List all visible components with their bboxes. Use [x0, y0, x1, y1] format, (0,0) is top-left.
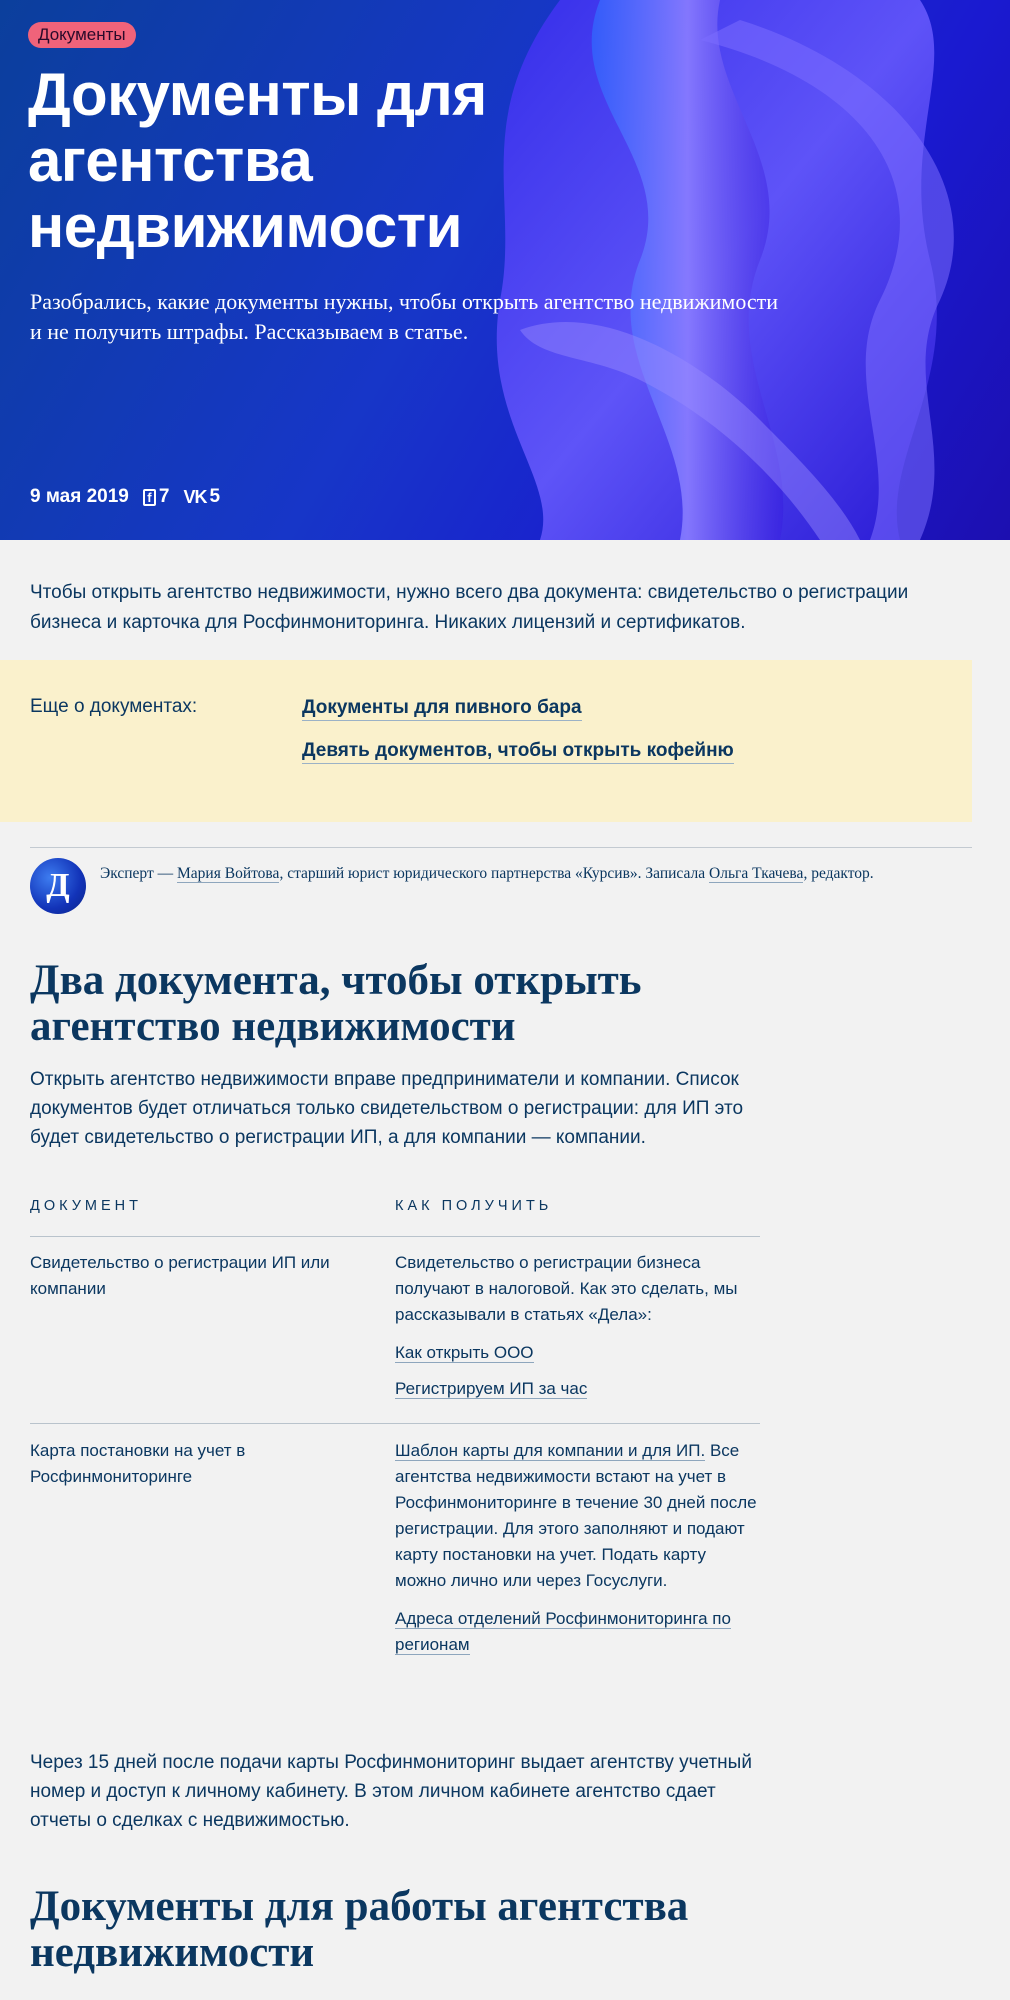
facebook-share[interactable]	[143, 486, 170, 508]
row1-description: Свидетельство о регистрации бизнеса получают в налоговой. Как это сделать, мы рассказывали в статьях «Дела»:	[395, 1253, 738, 1324]
column-header-document: ДОКУМЕНТ	[30, 1198, 142, 1214]
expert-prefix: Эксперт —	[100, 865, 178, 882]
related-link-coffee-shop[interactable]: Девять документов, чтобы открыть кофейню	[302, 739, 734, 764]
table-row-1-how	[395, 1250, 760, 1412]
divider	[30, 847, 972, 848]
after-table-paragraph: Через 15 дней после подачи карты Росфинмониторинг выдает агентству учетный номер и доступ к личному кабинету. В этом личном кабинете агентство сдает отчеты о сделках с недвижимостью.	[30, 1752, 752, 1831]
link-open-ooo[interactable]: Как открыть ООО	[395, 1343, 534, 1362]
publish-date: 9 мая 2019	[30, 486, 129, 507]
section1-paragraph: Открыть агентство недвижимости вправе предприниматели и компании. Список документов будет отличаться только свидетельством о регистрации: для ИП это будет свидетельство о регистрации ИП, а для компании — компании.	[30, 1069, 744, 1148]
page-title: Документы для агентства недвижимости	[28, 61, 487, 260]
section-title-two-documents: Два документа, чтобы открыть агентство недвижимости	[30, 957, 642, 1050]
vk-share[interactable]	[183, 486, 220, 508]
row2-text: Все агентства недвижимости встают на учет в Росфинмониторинге в течение 30 дней после регистрации. Для этого заполняют и подают карту постановки на учет. Подать карту можно лично или через Госуслуги.	[395, 1441, 757, 1590]
link-rosfin-addresses[interactable]: Адреса отделений Росфинмониторинга по регионам	[395, 1609, 731, 1654]
row2-description	[395, 1438, 760, 1594]
section-title-work-documents: Документы для работы агентства недвижимости	[30, 1883, 689, 1976]
author-name-link[interactable]: Ольга Ткачева	[709, 865, 804, 882]
intro-paragraph: Чтобы открыть агентство недвижимости, нужно всего два документа: свидетельство о регистрации бизнеса и карточка для Росфинмониторинга. Никаких лицензий и сертификатов.	[30, 582, 909, 633]
page-subtitle: Разобрались, какие документы нужны, чтобы открыть агентство недвижимости и не получить штрафы. Рассказываем в статье.	[30, 289, 779, 344]
avatar: Д	[30, 858, 86, 914]
expert-role: , старший юрист юридического партнерства «Курсив». Записала	[279, 865, 710, 882]
facebook-count: 7	[158, 486, 170, 507]
link-register-ip[interactable]: Регистрируем ИП за час	[395, 1379, 588, 1398]
facebook-icon: f	[143, 489, 156, 506]
related-link-beer-bar[interactable]: Документы для пивного бара	[302, 696, 582, 721]
hero-banner	[0, 0, 1010, 540]
related-articles-box	[0, 660, 972, 822]
article-meta	[30, 486, 220, 508]
author-role: , редактор.	[803, 865, 874, 882]
related-links	[302, 696, 734, 782]
expert-name-link[interactable]: Мария Войтова	[177, 865, 280, 882]
column-header-how-to-get: КАК ПОЛУЧИТЬ	[395, 1198, 553, 1214]
table-row-2-how	[395, 1438, 760, 1668]
related-label: Еще о документах:	[30, 696, 198, 717]
link-card-template[interactable]: Шаблон карты для компании и для ИП.	[395, 1441, 706, 1460]
table-divider	[30, 1236, 760, 1237]
expert-credit	[100, 863, 960, 885]
vk-icon: VK	[183, 486, 207, 507]
table-row-2-document: Карта постановки на учет в Росфинмониторинге	[30, 1441, 246, 1486]
category-badge[interactable]: Документы	[28, 22, 136, 48]
table-row-1-document: Свидетельство о регистрации ИП или компании	[30, 1253, 330, 1298]
table-divider	[30, 1423, 760, 1424]
vk-count: 5	[209, 486, 221, 507]
